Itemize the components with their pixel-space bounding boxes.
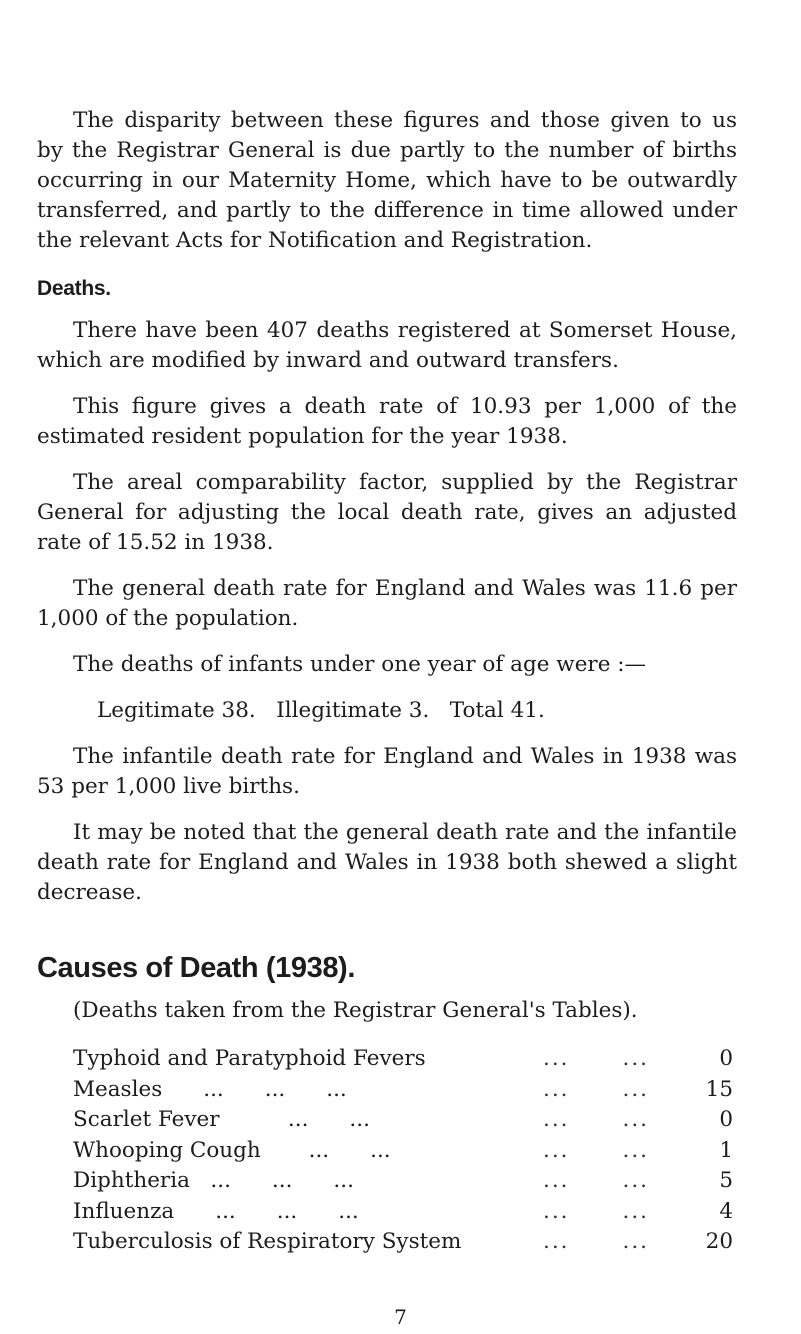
cause-leader-dots: ... ...: [543, 1168, 650, 1193]
deaths-paragraph: The areal comparability factor, supplied by the Registrar General for adjusting the local death rate, gives an adjusted rate of 15.52 in 1938.: [37, 470, 737, 555]
cause-leader-dots: ... ...: [543, 1198, 650, 1224]
table-row: [73, 1166, 739, 1197]
deaths-paragraph: The deaths of infants under one year of age were :—: [73, 652, 647, 677]
cause-name: Tuberculosis of Respiratory System: [73, 1229, 462, 1254]
intro-paragraph: The disparity between these figures and those given to us by the Registrar General is due partly to the number of births occurring in our Maternity Home, which have to be outwardly transferred, and partly to the difference in time allowed under the relevant Acts for Notification and Registration.: [37, 108, 737, 253]
deaths-paragraph: The general death rate for England and Wales was 11.6 per 1,000 of the population.: [37, 576, 737, 631]
cause-leader-dots: ... ...: [543, 1076, 650, 1102]
cause-value: 4: [719, 1198, 733, 1224]
table-row: [73, 1075, 739, 1106]
causes-table: [73, 1044, 739, 1258]
cause-name: Whooping Cough ... ...: [73, 1137, 391, 1163]
deaths-paragraph: The infantile death rate for England and Wales in 1938 was 53 per 1,000 live births.: [37, 744, 737, 799]
cause-leader-dots: ... ...: [543, 1229, 650, 1254]
infant-deaths-line: Legitimate 38. Illegitimate 3. Total 41.: [97, 698, 545, 723]
cause-value: 1: [719, 1137, 733, 1163]
causes-subheading: (Deaths taken from the Registrar General's Tables).: [73, 998, 638, 1023]
deaths-paragraph: There have been 407 deaths registered at Somerset House, which are modified by inward and outward transfers.: [37, 318, 737, 373]
cause-name: Typhoid and Paratyphoid Fevers: [73, 1046, 426, 1071]
table-row: [73, 1105, 739, 1136]
cause-value: 0: [719, 1107, 733, 1132]
causes-heading: Causes of Death (1938).: [37, 952, 355, 984]
deaths-paragraph: This figure gives a death rate of 10.93 per 1,000 of the estimated resident population for the year 1938.: [37, 394, 737, 449]
cause-value: 0: [719, 1046, 733, 1071]
table-row: [73, 1197, 739, 1228]
document-page: [37, 106, 737, 1258]
cause-leader-dots: ... ...: [543, 1046, 650, 1071]
deaths-heading: Deaths.: [37, 277, 111, 300]
table-row: [73, 1227, 739, 1258]
cause-name: Diphtheria ... ... ...: [73, 1168, 354, 1193]
cause-name: Scarlet Fever ... ...: [73, 1107, 370, 1132]
cause-value: 15: [705, 1076, 733, 1102]
cause-leader-dots: ... ...: [543, 1107, 650, 1132]
deaths-paragraph: It may be noted that the general death rate and the infantile death rate for England and Wales in 1938 both shewed a slight decrease.: [37, 820, 737, 905]
cause-value: 20: [705, 1229, 733, 1254]
cause-name: Influenza ... ... ...: [73, 1198, 359, 1224]
cause-leader-dots: ... ...: [543, 1137, 650, 1163]
cause-name: Measles ... ... ...: [73, 1076, 347, 1102]
table-row: [73, 1044, 739, 1075]
table-row: [73, 1136, 739, 1167]
page-number: 7: [394, 1305, 407, 1329]
cause-value: 5: [719, 1168, 733, 1193]
